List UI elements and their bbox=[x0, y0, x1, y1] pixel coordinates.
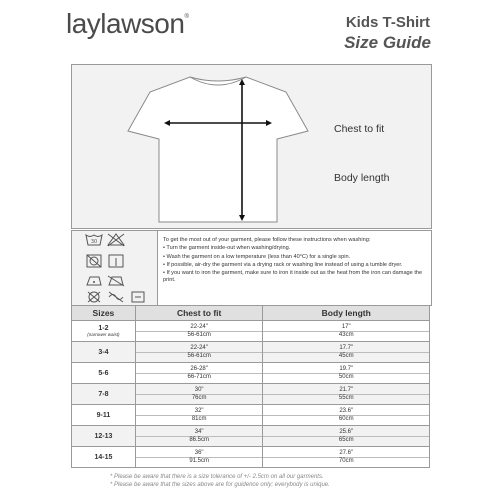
dry-flat-icon bbox=[132, 292, 144, 302]
chest-cell: 30" 76cm bbox=[135, 384, 263, 405]
svg-text:30: 30 bbox=[90, 239, 98, 245]
chest-label: Chest to fit bbox=[334, 123, 385, 135]
no-iron-icon bbox=[108, 276, 124, 286]
size-cell: 7-8 bbox=[72, 384, 136, 405]
length-cell: 21.7" 55cm bbox=[263, 384, 430, 405]
table-row bbox=[72, 426, 430, 447]
table-row bbox=[72, 321, 430, 342]
length-cell: 23.6" 60cm bbox=[263, 405, 430, 426]
size-cell: 5-6 bbox=[72, 363, 136, 384]
care-panel bbox=[71, 230, 432, 306]
wash-30-icon bbox=[86, 235, 102, 245]
table-row bbox=[72, 447, 430, 468]
line-dry-icon bbox=[109, 255, 123, 267]
size-cell: 1-2 (narrower waist) bbox=[72, 321, 136, 342]
header-length: Body length bbox=[263, 306, 430, 321]
length-cell: 25.6" 65cm bbox=[263, 426, 430, 447]
tshirt-icon bbox=[72, 65, 431, 228]
care-intro: To get the most out of your garment, please follow these instructions when washing: bbox=[163, 237, 371, 243]
no-bleach-icon bbox=[108, 234, 124, 246]
no-wring-icon bbox=[109, 292, 123, 302]
care-bullet: • Turn the garment inside-out when washing/drying. bbox=[163, 245, 291, 252]
care-bullet: • If possible, air-dry the garment via a drying rack or washing line instead of using a tumble dryer. bbox=[163, 261, 403, 268]
length-cell: 27.6" 70cm bbox=[263, 447, 430, 468]
shirt-diagram-panel bbox=[71, 64, 432, 229]
size-cell: 12-13 bbox=[72, 426, 136, 447]
header-chest: Chest to fit bbox=[135, 306, 263, 321]
table-row bbox=[72, 384, 430, 405]
product-title: Kids T-Shirt bbox=[345, 14, 430, 31]
iron-low-icon bbox=[87, 277, 101, 285]
table-header bbox=[72, 306, 430, 321]
guide-title: Size Guide bbox=[344, 33, 431, 52]
chest-cell: 26-28" 66-71cm bbox=[135, 363, 263, 384]
header-sizes: Sizes bbox=[72, 306, 136, 321]
no-dry-clean-icon bbox=[88, 292, 100, 302]
length-cell: 17" 43cm bbox=[263, 321, 430, 342]
care-bullet: • If you want to iron the garment, make sure to iron it inside out as the heat from the iron can damage the print. bbox=[163, 270, 423, 284]
length-cell: 17.7" 45cm bbox=[263, 342, 430, 363]
size-table bbox=[71, 305, 430, 468]
chest-cell: 36" 91.5cm bbox=[135, 447, 263, 468]
care-symbols bbox=[72, 231, 158, 305]
no-tumble-dry-icon bbox=[87, 255, 101, 267]
table-row bbox=[72, 342, 430, 363]
care-bullet: • Wash the garment on a low temperature (less than 40°C) for a single spin. bbox=[163, 253, 351, 260]
chest-cell: 32" 81cm bbox=[135, 405, 263, 426]
chest-cell: 22-24" 56-61cm bbox=[135, 342, 263, 363]
chest-cell: 22-24" 56-61cm bbox=[135, 321, 263, 342]
size-cell: 14-15 bbox=[72, 447, 136, 468]
footnote: * Please be aware that the sizes above are for guidence only; everybody is unique. bbox=[110, 482, 330, 488]
length-cell: 19.7" 50cm bbox=[263, 363, 430, 384]
chest-cell: 34" 86.5cm bbox=[135, 426, 263, 447]
footnote: * Please be aware that there is a size tolerance of +/- 2.5cm on all our garments. bbox=[110, 474, 324, 480]
size-cell: 9-11 bbox=[72, 405, 136, 426]
care-instructions bbox=[163, 237, 427, 286]
table-row bbox=[72, 363, 430, 384]
body-length-label: Body length bbox=[334, 172, 390, 184]
table-row bbox=[72, 405, 430, 426]
footnotes bbox=[110, 473, 330, 489]
size-cell: 3-4 bbox=[72, 342, 136, 363]
brand-logo: laylawson® bbox=[66, 8, 189, 39]
